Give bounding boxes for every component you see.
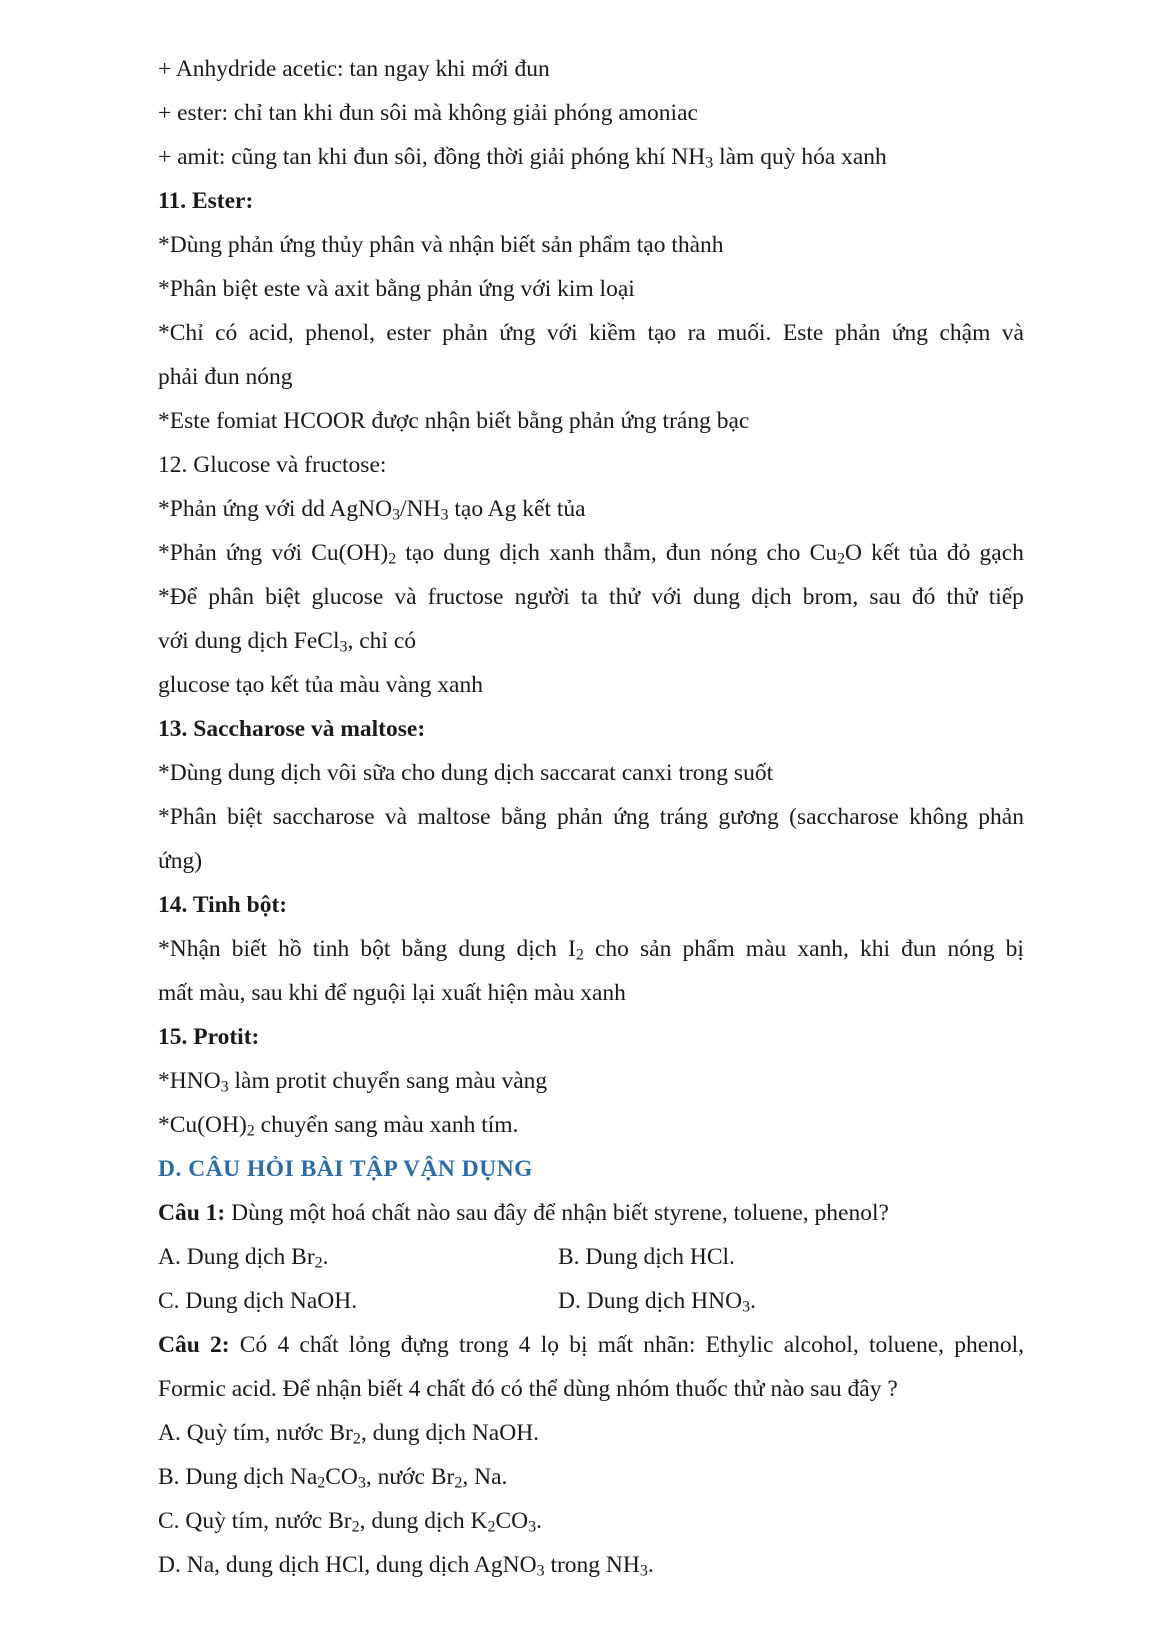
- subscript: 3: [392, 506, 401, 524]
- text-run: , dung dịch NaOH.: [360, 1420, 540, 1446]
- text-line: [158, 318, 1024, 348]
- text-run: 13. Saccharose và maltose:: [158, 716, 426, 742]
- text-line: [158, 1330, 1024, 1360]
- subscript: 2: [246, 1122, 255, 1140]
- text-run: O kết tủa đỏ gạch: [845, 540, 1024, 566]
- answer-option: [558, 1242, 735, 1272]
- text-run: , chỉ có: [347, 628, 416, 654]
- text-run: + Anhydride acetic: tan ngay khi mới đun: [158, 56, 550, 82]
- text-line: [158, 582, 1024, 612]
- text-run: + amit: cũng tan khi đun sôi, đồng thời giải phóng khí NH: [158, 144, 706, 170]
- text-run: *Phân biệt este và axit bằng phản ứng với kim loại: [158, 276, 635, 302]
- text-run: Câu 1:: [158, 1200, 226, 1226]
- text-line: [158, 1374, 1024, 1404]
- heading: [158, 890, 1024, 920]
- subscript: 2: [317, 1474, 326, 1492]
- answer-option: [158, 1286, 357, 1316]
- text-run: *Nhận biết hồ tinh bột bằng dung dịch I: [158, 936, 576, 962]
- text-run: *Phản ứng với dd AgNO: [158, 496, 393, 522]
- text-line: [158, 54, 1024, 84]
- text-run: 14. Tinh bột:: [158, 892, 288, 918]
- heading: [158, 1022, 1024, 1052]
- text-run: .: [647, 1552, 654, 1578]
- text-run: 12. Glucose và fructose:: [158, 452, 387, 478]
- text-run: chuyển sang màu xanh tím.: [254, 1112, 519, 1138]
- text-run: + ester: chỉ tan khi đun sôi mà không giải phóng amoniac: [158, 100, 698, 126]
- text-line: [158, 538, 1024, 568]
- section-heading: [158, 1154, 1024, 1184]
- text-run: Formic acid. Để nhận biết 4 chất đó có thể dùng nhóm thuốc thử nào sau đây ?: [158, 1376, 898, 1402]
- text-run: *Phân biệt saccharose và maltose bằng phản ứng tráng gương (saccharose không phản: [158, 804, 1024, 830]
- text-run: .: [750, 1288, 756, 1314]
- text-run: Có 4 chất lỏng đựng trong 4 lọ bị mất nhãn: Ethylic alcohol, toluene, phenol,: [229, 1332, 1025, 1358]
- text-run: *Este fomiat HCOOR được nhận biết bằng phản ứng tráng bạc: [158, 408, 750, 434]
- text-line: [158, 1242, 1024, 1272]
- text-run: với dung dịch FeCl: [158, 628, 340, 654]
- text-line: [158, 934, 1024, 964]
- subscript: 3: [440, 506, 449, 524]
- text-run: làm quỳ hóa xanh: [713, 144, 887, 170]
- text-line: [158, 406, 1024, 436]
- text-line: [158, 978, 1024, 1008]
- text-line: [158, 758, 1024, 788]
- text-line: [158, 1418, 1024, 1448]
- text-line: [158, 362, 1024, 392]
- text-run: D. CÂU HỎI BÀI TẬP VẬN DỤNG: [158, 1156, 533, 1182]
- text-run: glucose tạo kết tủa màu vàng xanh: [158, 672, 483, 698]
- subscript: 2: [352, 1430, 361, 1448]
- subscript: 2: [351, 1518, 360, 1536]
- text-run: 15. Protit:: [158, 1024, 260, 1050]
- text-line: [158, 1286, 1024, 1316]
- text-run: cho sản phẩm màu xanh, khi đun nóng bị: [583, 936, 1024, 962]
- text-run: trong NH: [544, 1552, 640, 1578]
- text-line: [158, 98, 1024, 128]
- text-run: , nước Br: [365, 1464, 455, 1490]
- text-line: [158, 1550, 1024, 1580]
- subscript: 2: [388, 550, 397, 568]
- text-line: [158, 1506, 1024, 1536]
- text-run: CO: [495, 1508, 529, 1534]
- text-run: , dung dịch K: [359, 1508, 488, 1534]
- text-line: [158, 1462, 1024, 1492]
- text-run: /NH: [400, 496, 441, 522]
- subscript: 3: [339, 638, 348, 656]
- subscript: 3: [536, 1562, 545, 1580]
- text-run: D. Na, dung dịch HCl, dung dịch AgNO: [158, 1552, 537, 1578]
- text-line: [158, 1110, 1024, 1140]
- text-run: .: [536, 1508, 542, 1534]
- subscript: 2: [454, 1474, 463, 1492]
- subscript: 2: [575, 946, 584, 964]
- subscript: 3: [639, 1562, 648, 1580]
- text-run: A. Dung dịch Br: [158, 1244, 315, 1270]
- answer-option: [558, 1286, 756, 1316]
- text-line: [158, 274, 1024, 304]
- text-run: D. Dung dịch HNO: [558, 1288, 743, 1314]
- text-run: .: [322, 1244, 329, 1270]
- subscript: 3: [220, 1078, 229, 1096]
- text-run: *Cu(OH): [158, 1112, 247, 1138]
- text-run: Câu 2:: [158, 1332, 230, 1358]
- text-run: *Dùng phản ứng thủy phân và nhận biết sản phẩm tạo thành: [158, 232, 724, 258]
- subscript: 2: [837, 550, 845, 568]
- text-line: [158, 670, 1024, 700]
- text-run: 11. Ester:: [158, 188, 254, 214]
- heading: [158, 714, 1024, 744]
- text-run: B. Dung dịch Na: [158, 1464, 318, 1490]
- text-run: , Na.: [462, 1464, 508, 1490]
- heading: [158, 186, 1024, 216]
- text-run: C. Quỳ tím, nước Br: [158, 1508, 352, 1534]
- subscript: 3: [528, 1518, 537, 1536]
- text-run: *Chỉ có acid, phenol, ester phản ứng với kiềm tạo ra muối. Este phản ứng chậm và: [158, 320, 1024, 346]
- text-run: tạo Ag kết tủa: [448, 496, 586, 522]
- subscript: 3: [357, 1474, 366, 1492]
- subscript: 3: [742, 1298, 751, 1316]
- text-run: mất màu, sau khi để nguội lại xuất hiện màu xanh: [158, 980, 626, 1006]
- text-line: [158, 1066, 1024, 1096]
- text-run: B. Dung dịch HCl.: [558, 1244, 735, 1270]
- text-line: [158, 626, 1024, 656]
- text-run: tạo dung dịch xanh thẫm, đun nóng cho Cu: [396, 540, 838, 566]
- text-run: ứng): [158, 848, 203, 874]
- text-run: *Để phân biệt glucose và fructose người ta thử với dung dịch brom, sau đó thử tiếp: [158, 584, 1024, 610]
- text-run: làm protit chuyển sang màu vàng: [228, 1068, 548, 1094]
- text-run: C. Dung dịch NaOH.: [158, 1288, 358, 1314]
- text-line: [158, 802, 1024, 832]
- text-line: [158, 846, 1024, 876]
- text-line: [158, 1198, 1024, 1228]
- text-run: *HNO: [158, 1068, 221, 1094]
- text-line: [158, 450, 1024, 480]
- subscript: 2: [314, 1254, 323, 1272]
- text-run: *Phản ứng với Cu(OH): [158, 540, 389, 566]
- text-line: [158, 142, 1024, 172]
- subscript: 2: [487, 1518, 496, 1536]
- text-run: Dùng một hoá chất nào sau đây để nhận biết styrene, toluene, phenol?: [225, 1200, 889, 1226]
- subscript: 3: [705, 154, 714, 172]
- answer-option: [158, 1242, 329, 1272]
- text-run: CO: [325, 1464, 358, 1490]
- text-line: [158, 494, 1024, 524]
- text-run: phải đun nóng: [158, 364, 293, 390]
- text-line: [158, 230, 1024, 260]
- text-run: *Dùng dung dịch vôi sữa cho dung dịch saccarat canxi trong suốt: [158, 760, 774, 786]
- text-run: A. Quỳ tím, nước Br: [158, 1420, 353, 1446]
